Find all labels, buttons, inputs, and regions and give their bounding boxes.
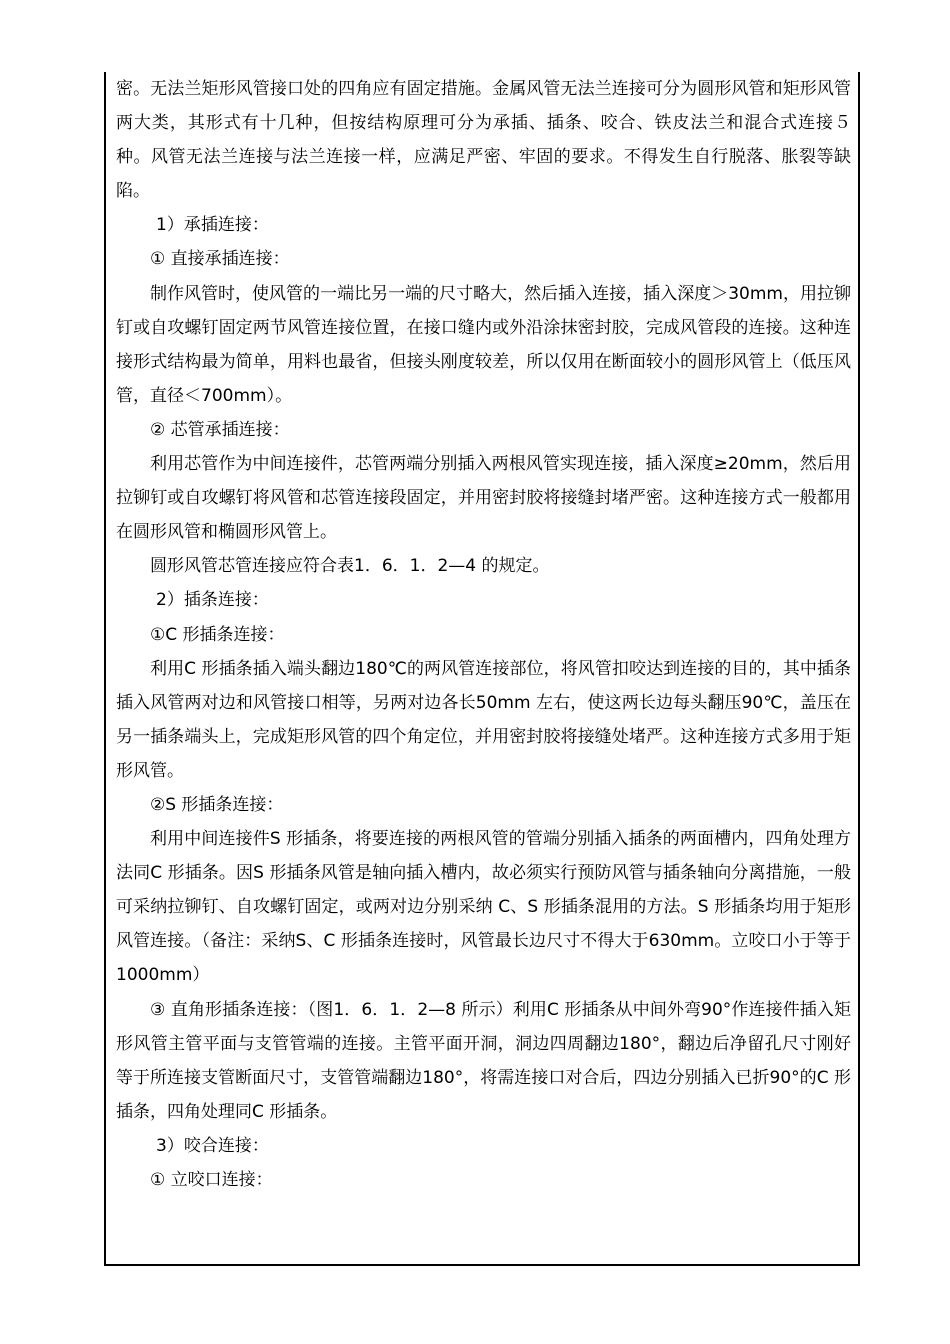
subheading-standing-seam: ① 立咬口连接： — [150, 1170, 273, 1190]
paragraph-table-reference: 圆形风管芯管连接应符合表1．6．1．2—4 的规定。 — [150, 556, 550, 577]
subheading-s-strip: ②S 形插条连接： — [150, 794, 284, 815]
paragraph-right-angle-strip: ③ 直角形插条连接：（图1．6．1．2—8 所示）利用C 形插条从中间外弯90°作连接件插入矩形风管主管平面与支管管端的连接。主管平面开洞，洞边四周翻边180°，翻边后净留孔尺寸刚好等于所连接支管断面尺寸，支管管端翻边180°，将需连接口对合后，四边分别插入已折90°的C 形插条，四角处理同C 形插条。 — [116, 999, 851, 1122]
paragraph-intro: 密。无法兰矩形风管接口处的四角应有固定措施。金属风管无法兰连接可分为圆形风管和矩形风管两大类，其形式有十几种，但按结构原理可分为承插、插条、咬合、铁皮法兰和混合式连接５ 种。风管无法兰连接与法兰连接一样，应满足严密、牢固的要求。不得发生自行脱落、胀裂等缺陷。 — [116, 79, 851, 202]
paragraph-direct-socket: 制作风管时，使风管的一端比另一端的尺寸略大，然后插入连接，插入深度＞30mm，用拉铆钉或自攻螺钉固定两节风管连接位置，在接口缝内或外沿涂抹密封胶，完成风管段的连接。这种连接形式结构最为简单，用料也最省，但接头刚度较差，所以仅用在断面较小的圆形风管上（低压风管，直径＜700mm）。 — [116, 283, 851, 406]
paragraph-core-pipe-socket: 利用芯管作为中间连接件，芯管两端分别插入两根风管实现连接，插入深度≥20mm，然后用拉铆钉或自攻螺钉将风管和芯管连接段固定，并用密封胶将接缝封堵严密。这种连接方式一般都用在圆形风管和椭圆形风管上。 — [116, 454, 851, 543]
document-body — [116, 72, 851, 1197]
heading-seam-connection: 3）咬合连接： — [156, 1135, 269, 1156]
paragraph-c-strip: 利用C 形插条插入端头翻边180℃的两风管连接部位，将风管扣咬达到连接的目的，其中插条插入风管两对边和风管接口相等，另两对边各长50mm 左右，使这两长边每头翻压90℃，盖压在另一插条端头上，完成矩形风管的四个角定位，并用密封胶将接缝处堵严。这种连接方式多用于矩形风管。 — [116, 658, 851, 781]
subheading-c-strip: ①C 形插条连接： — [150, 624, 285, 645]
heading-socket-connection: 1）承插连接： — [156, 215, 269, 236]
subheading-core-pipe-socket: ② 芯管承插连接： — [150, 419, 290, 440]
subheading-direct-socket: ① 直接承插连接： — [150, 249, 290, 270]
paragraph-s-strip: 利用中间连接件S 形插条，将要连接的两根风管的管端分别插入插条的两面槽内，四角处理方法同C 形插条。因S 形插条风管是轴向插入槽内，故必须实行预防风管与插条轴向分离措施，一般可采纳拉铆钉、自攻螺钉固定，或两对边分别采纳 C、S 形插条混用的方法。S 形插条均用于矩形风管连接。（备注：采纳S、C 形插条连接时，风管最长边尺寸不得大于630mm。立咬口小于等于1000mm） — [116, 829, 851, 986]
heading-strip-connection: 2）插条连接： — [156, 590, 269, 611]
